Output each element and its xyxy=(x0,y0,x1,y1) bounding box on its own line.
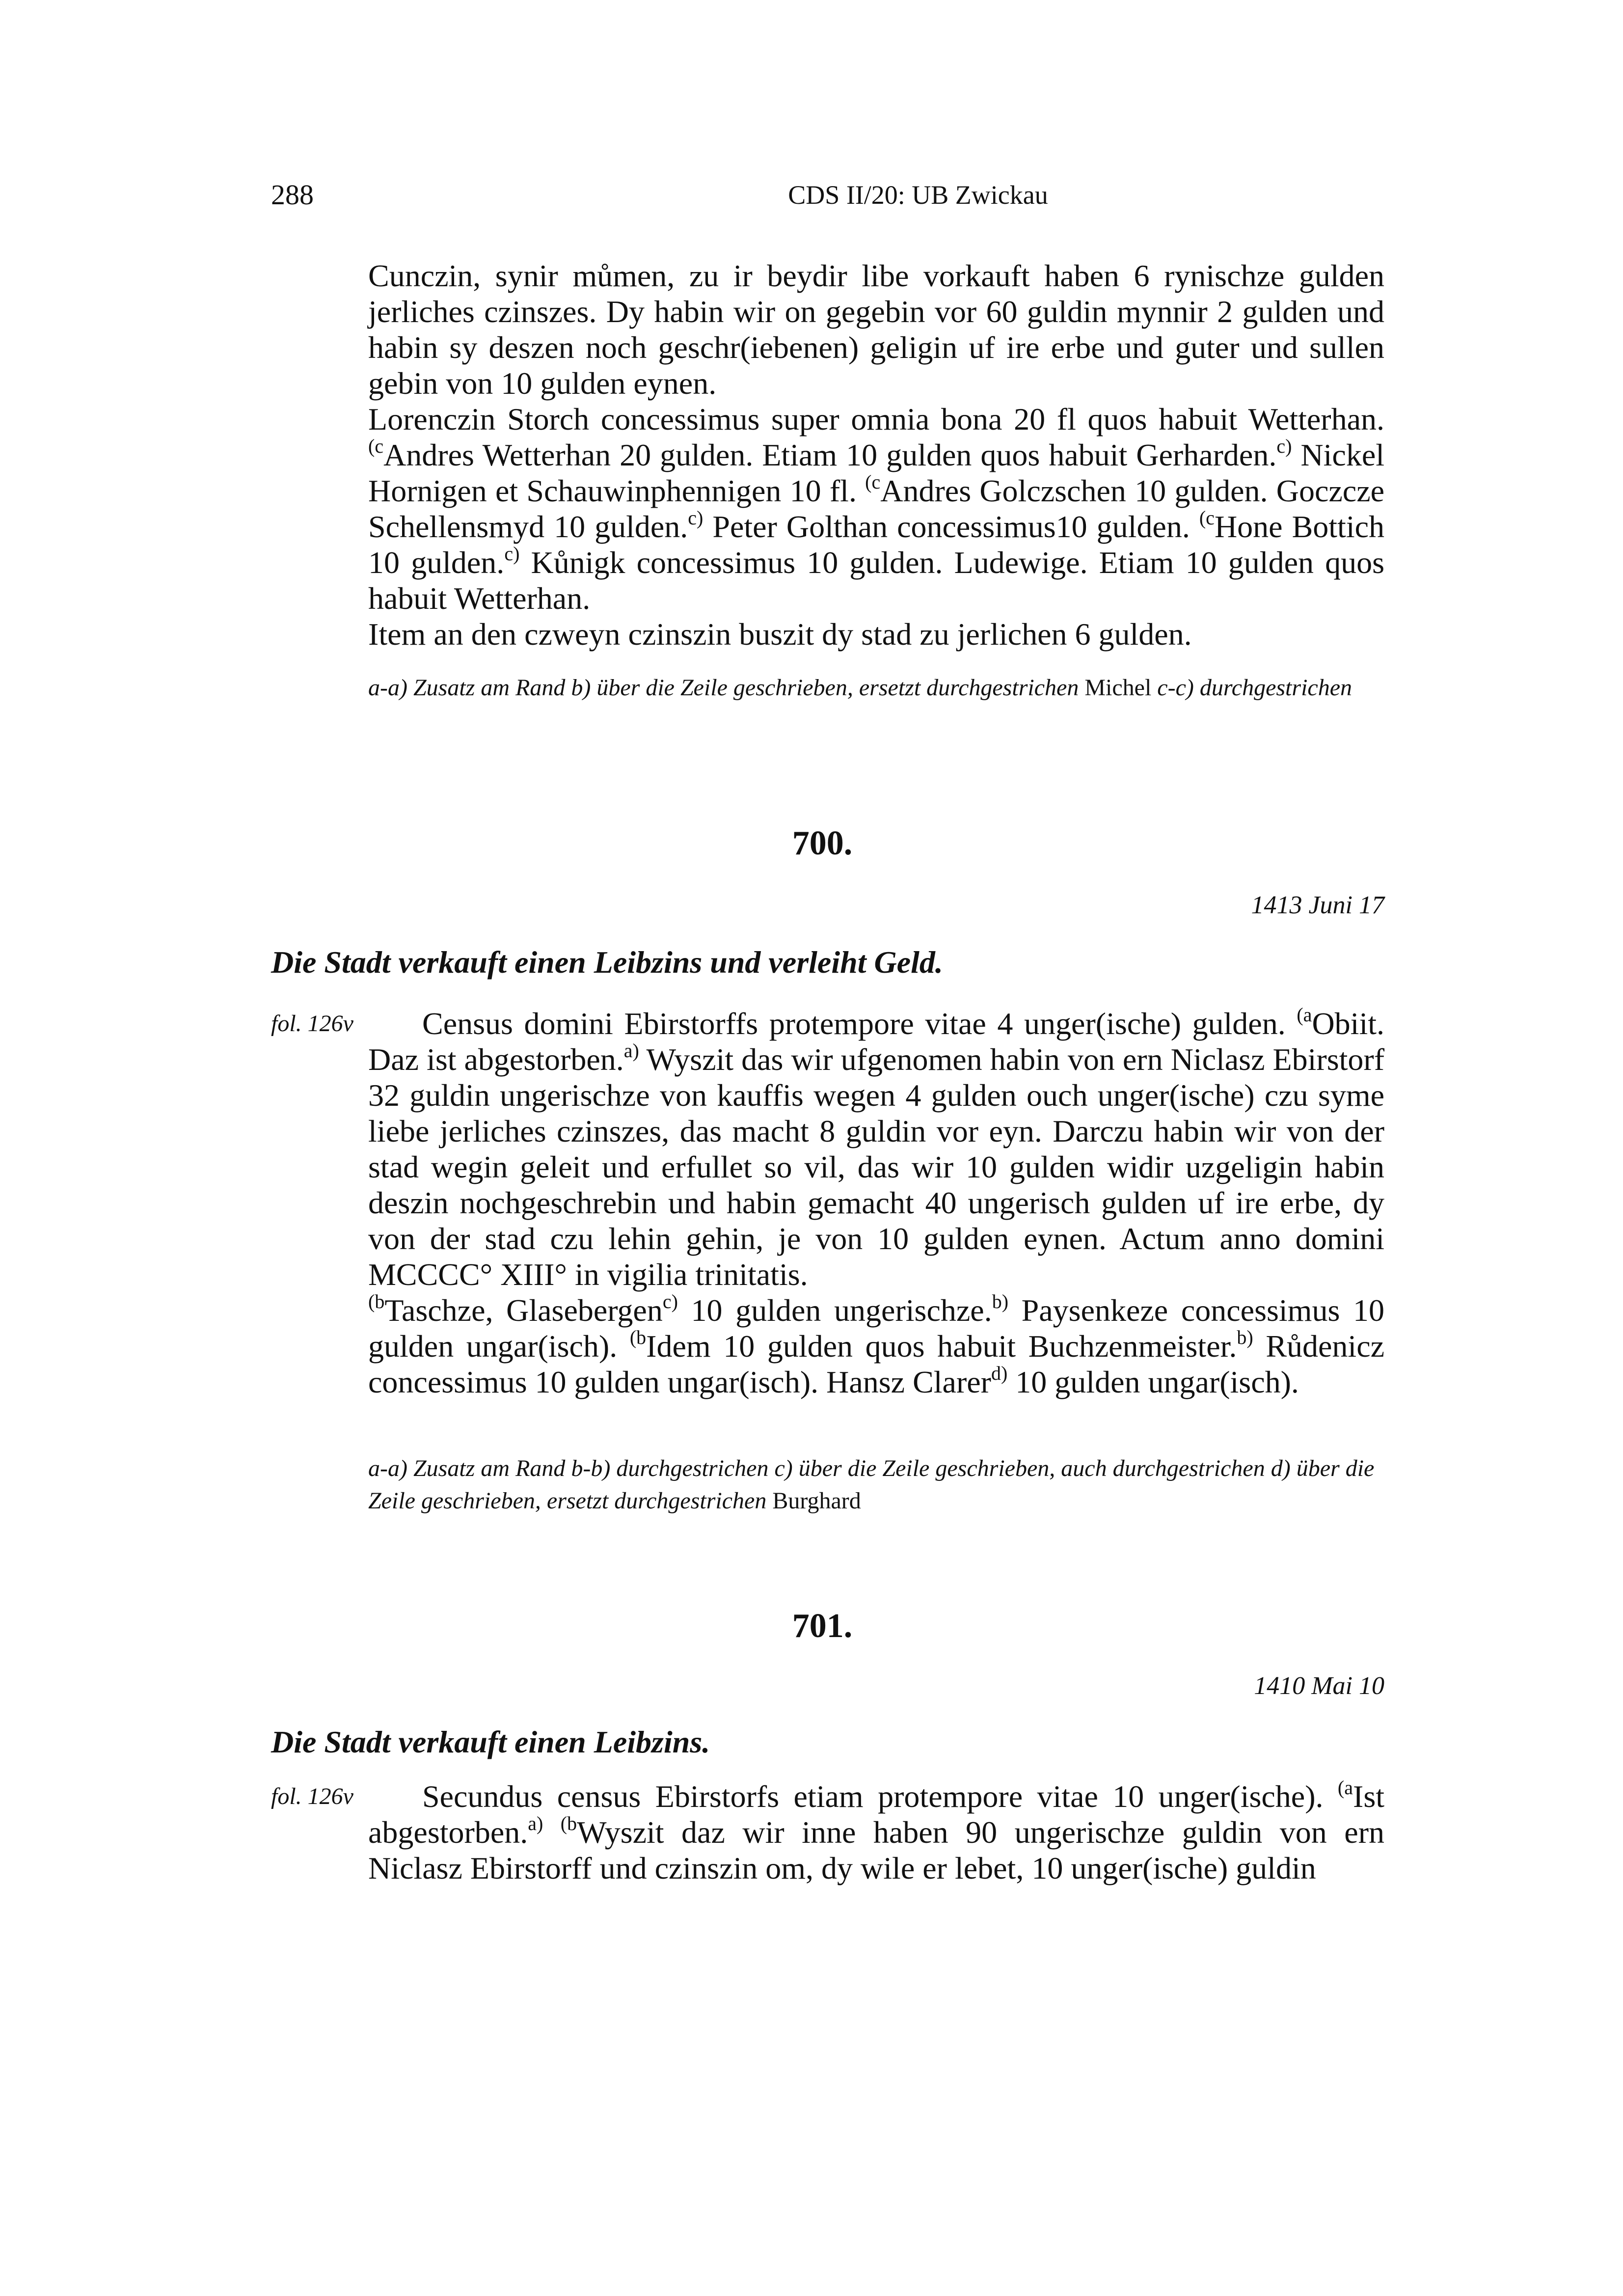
continuation-text xyxy=(368,258,1384,652)
document-title-701: Die Stadt verkauft einen Leibzins. xyxy=(271,1724,710,1759)
document-date-700: 1413 Juni 17 xyxy=(1251,891,1384,919)
continuation-paragraph-1: Cunczin, synir můmen, zu ir beydir libe vorkauft haben 6 rynischze gulden jerliches czinszes. Dy habin wir on gegebin vor 60 guldin mynnir 2 gulden und habin sy deszen noch geschr(iebenen) geligin uf ire erbe und guter und sullen gebin von 10 gulden eynen. xyxy=(368,258,1384,401)
footnotes-700: a-a) Zusatz am Rand b-b) durchgestrichen c) über die Zeile geschrieben, auch durchgestrichen d) über die Zeile geschrieben, ersetzt durchgestrichen Burghard xyxy=(368,1455,1375,1514)
document-number-700: 700. xyxy=(792,824,853,862)
folio-reference-700: fol. 126v xyxy=(271,1011,353,1037)
running-title: CDS II/20: UB Zwickau xyxy=(788,180,1048,210)
folio-reference-701: fol. 126v xyxy=(271,1783,353,1809)
footnotes-continuation: a-a) Zusatz am Rand b) über die Zeile geschrieben, ersetzt durchgestrichen Michel c-c) durchgestrichen xyxy=(368,675,1352,701)
continuation-paragraph-3: Item an den czweyn czinszin buszit dy stad zu jerlichen 6 gulden. xyxy=(368,617,1192,652)
document-date-701: 1410 Mai 10 xyxy=(1254,1672,1384,1700)
continuation-paragraph-2: Lorenczin Storch concessimus super omnia bona 20 fl quos habuit Wetterhan. $^{(c}$Andres Wetterhan 20 gulden. Etiam 10 gulden quos habuit Gerharden.$^{c)}$ Nickel Hornigen et Schauwinphennigen 10 fl. $^{(c}$Andres Golczschen 10 gulden. Goczcze Schellensmyd 10 gulden.$^{c)}$ Peter Golthan concessimus10 gulden. $^{(c}$Hone Bottich 10 gulden.$^{c)}$ Kůnigk concessimus 10 gulden. Ludewige. Etiam 10 gulden quos habuit Wetterhan. xyxy=(368,402,1385,616)
document-title-700: Die Stadt verkauft einen Leibzins und verleiht Geld. xyxy=(271,945,943,980)
page-number: 288 xyxy=(271,179,314,211)
document-number-701: 701. xyxy=(792,1607,853,1645)
document-text-701: Secundus census Ebirstorfs etiam protempore vitae 10 unger(ische). $^{(a}$Ist abgestorben.$^{a)}$ $^{(b}$Wyszit daz wir inne haben 90 ungerischze guldin von ern Niclasz Ebirstorff und czinszin om, dy wile er lebet, 10 unger(ische) guldin xyxy=(368,1777,1385,1886)
document-text-700: Census domini Ebirstorffs protempore vitae 4 unger(ische) gulden. $^{(a}$Obiit. Daz ist abgestorben.$^{a)}$ Wyszit das wir ufgenomen habin von ern Niclasz Ebirstorf 32 guldin ungerischze von kauffis wegen 4 gulden ouch unger(ische) czu syme liebe jerliches czinszes, das macht 8 guldin vor eyn. Darczu habin wir von der stad wegin geleit und erfullet so vil, das wir 10 gulden widir uzgeligin habin deszin nochgeschrebin und habin gemacht 40 ungerisch gulden uf ire erbe, dy von der stad czu lehin gehin, je von 10 gulden eynen. Actum anno domini MCCCC° XIII° in vigilia trinitatis. $^{(b}$Taschze, Glasebergen$^{c)}$ 10 gulden ungerischze.$^{b)}$ Paysenkeze concessimus 10 gulden ungar(isch). $^{(b}$Idem 10 gulden quos habuit Buchzenmeister.$^{b)}$ Růdenicz concessimus 10 gulden ungar(isch). Hansz Clarer$^{d)}$ 10 gulden ungar(isch). xyxy=(368,1004,1385,1399)
